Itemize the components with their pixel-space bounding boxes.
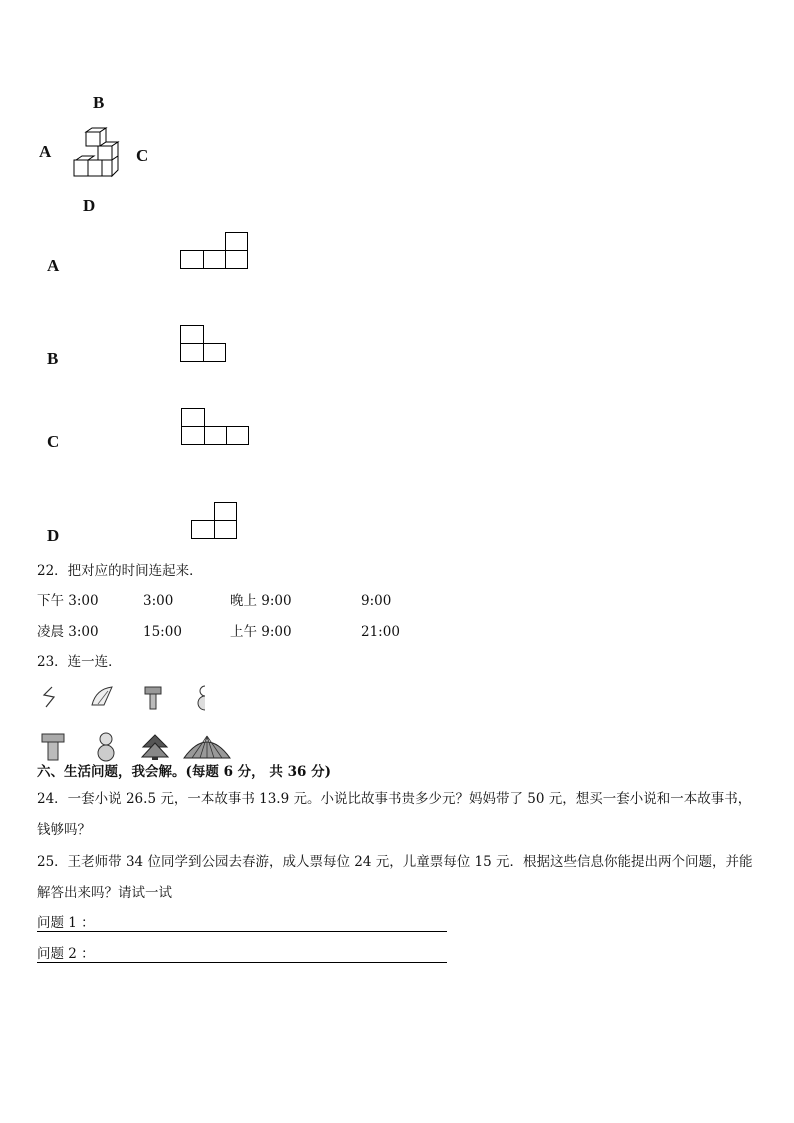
label-b: B <box>93 93 105 112</box>
option-c-label: C <box>47 432 60 451</box>
q25-answer1-line[interactable] <box>37 931 447 932</box>
q25-answer1-label: 问题 1 ： <box>37 915 95 931</box>
option-d-label: D <box>47 526 60 545</box>
snowman-shape <box>95 731 117 763</box>
q22-r1-c3: 晚上 9:00 <box>230 593 292 609</box>
partial-mushroom-shape <box>143 685 163 711</box>
option-a-label: A <box>47 256 60 275</box>
option-d-view <box>191 502 241 542</box>
q22-r2-c2: 15:00 <box>143 624 182 640</box>
q22-title: 22．把对应的时间连起来． <box>37 563 203 579</box>
q24-line1: 24．一套小说 26.5 元，一本故事书 13.9 元。小说比故事书贵多少元？妈妈带了 50 元，想买一套小说和一本故事书， <box>37 791 752 807</box>
q22-r1-c4: 9:00 <box>361 593 392 609</box>
label-c: C <box>136 146 149 165</box>
mushroom-shape <box>40 732 66 762</box>
partial-zigzag-shape <box>40 685 60 709</box>
q24-line2: 钱够吗？ <box>37 822 91 838</box>
option-c-view <box>181 408 253 448</box>
q25-answer2-line[interactable] <box>37 962 447 963</box>
q22-r2-c4: 21:00 <box>361 624 400 640</box>
q23-title: 23．连一连． <box>37 654 122 670</box>
q25-line2: 解答出来吗？请试一试 <box>37 885 172 901</box>
umbrella-shape <box>182 734 232 760</box>
q22-r1-c1: 下午 3:00 <box>37 593 99 609</box>
section-6-heading: 六、生活问题，我会解。(每题 6 分， 共 36 分) <box>37 764 331 780</box>
option-b-view <box>180 325 230 365</box>
partial-umbrella-shape <box>88 685 114 709</box>
label-d: D <box>83 196 96 215</box>
q25-answer2-label: 问题 2 ： <box>37 946 95 962</box>
q22-r1-c2: 3:00 <box>143 593 174 609</box>
q22-r2-c3: 上午 9:00 <box>230 624 292 640</box>
q25-line1: 25．王老师带 34 位同学到公园去春游，成人票每位 24 元，儿童票每位 15 元．根据这些信息你能提出两个问题，并能 <box>37 854 753 870</box>
option-a-view <box>180 232 250 272</box>
label-a: A <box>39 142 52 161</box>
option-b-label: B <box>47 349 59 368</box>
q22-r2-c1: 凌晨 3:00 <box>37 624 99 640</box>
tree-shape <box>140 733 170 761</box>
cube-stack-figure <box>70 126 122 180</box>
partial-snowman-shape <box>195 684 209 712</box>
